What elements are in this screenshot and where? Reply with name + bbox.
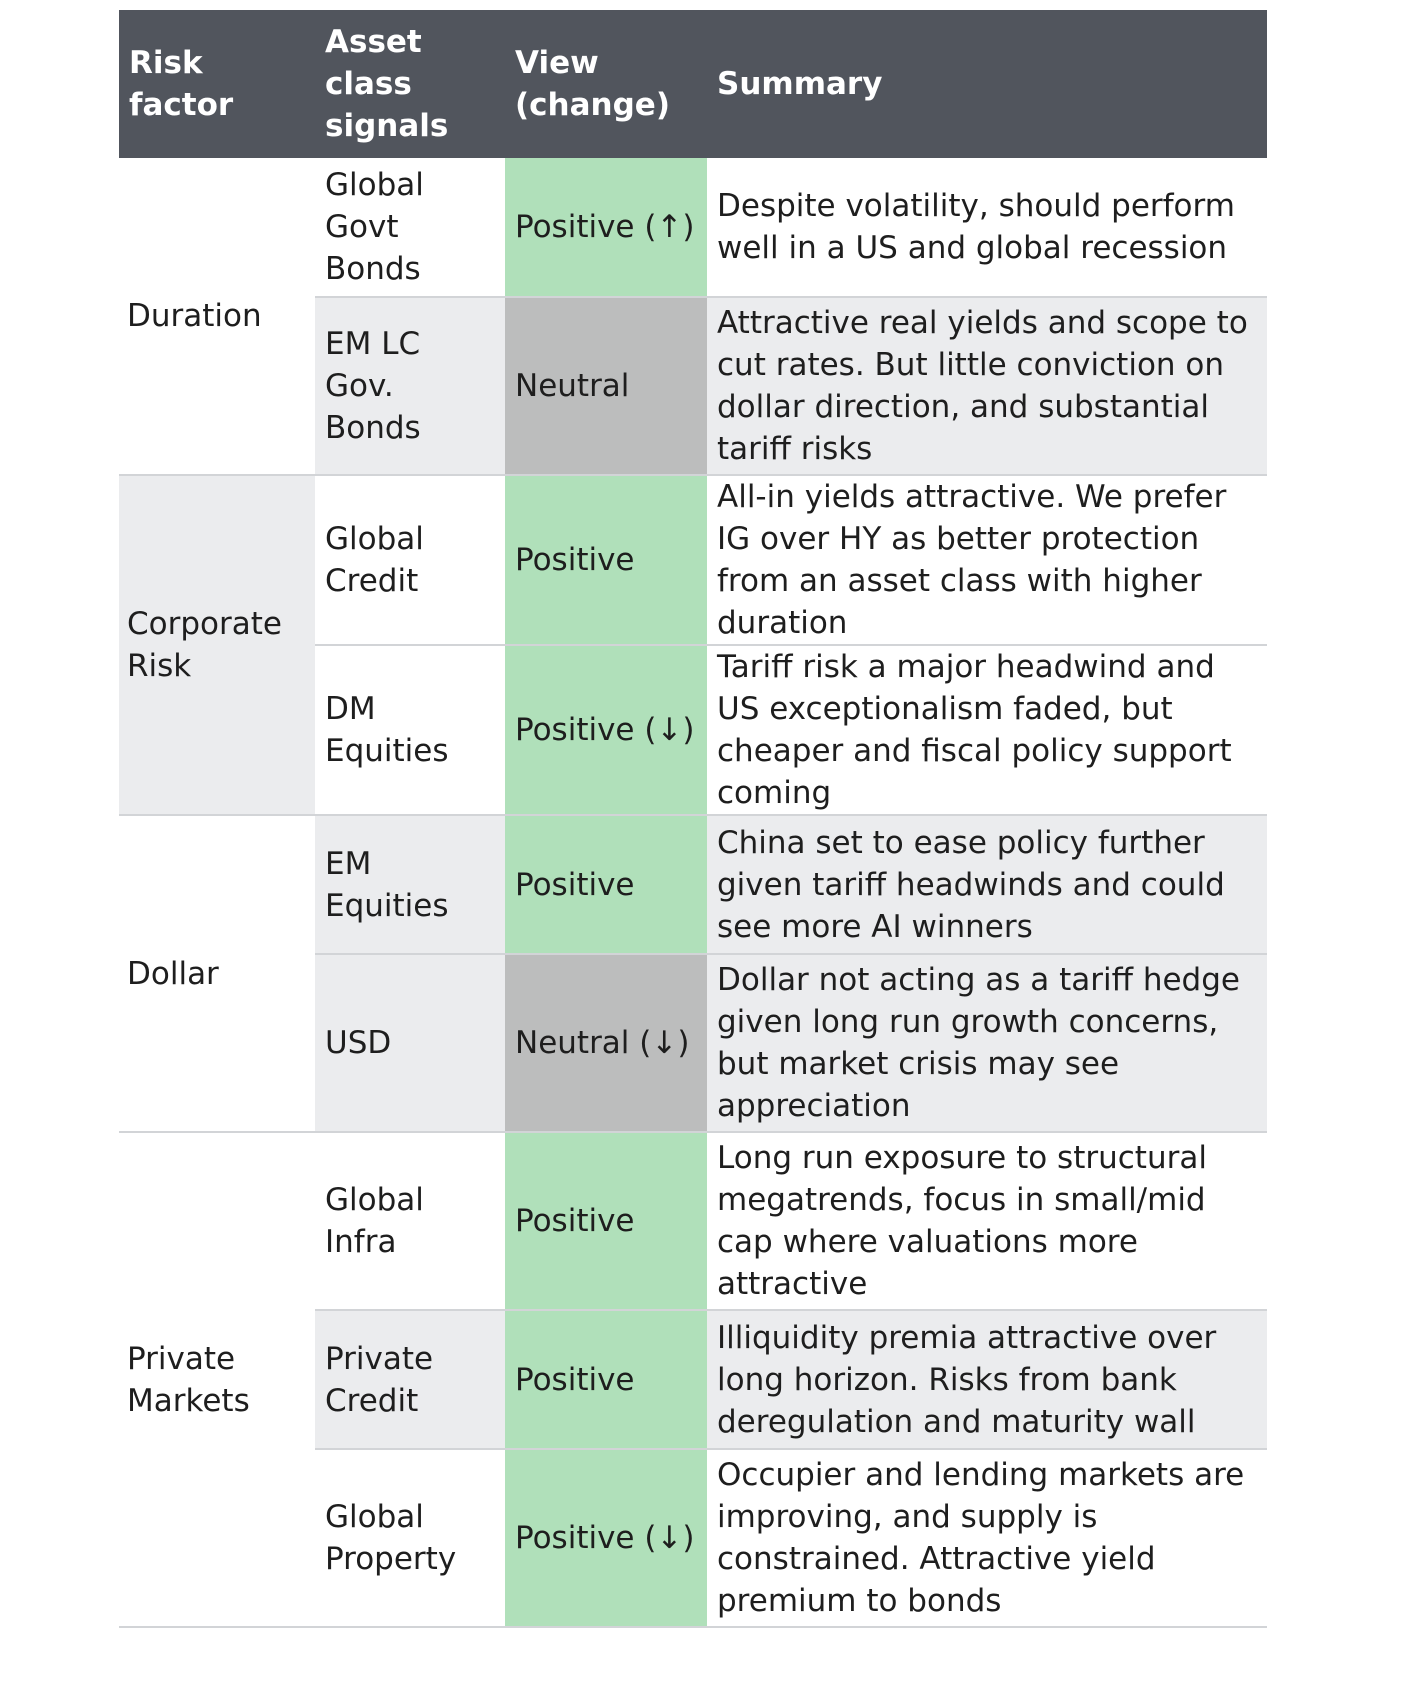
signal-cell: DM Equities — [315, 645, 505, 815]
header-risk-factor: Risk factor — [129, 45, 234, 123]
summary-cell: Long run exposure to structural megatrends, focus in small/mid cap where valuations more attractive — [707, 1132, 1267, 1310]
view-cell: Positive (↓) — [505, 645, 707, 815]
view-cell: Neutral — [505, 297, 707, 475]
signal-cell: Private Credit — [315, 1310, 505, 1449]
table-body — [119, 158, 1267, 1627]
header-summary: Summary — [717, 66, 883, 102]
summary-cell: Despite volatility, should perform well in a US and global recession — [707, 158, 1267, 297]
table-row — [119, 815, 1267, 954]
view-cell: Positive — [505, 815, 707, 954]
summary-cell: Attractive real yields and scope to cut rates. But little conviction on dollar direction, and substantial tariff risks — [707, 297, 1267, 475]
table-row — [119, 475, 1267, 645]
signal-cell: EM Equities — [315, 815, 505, 954]
risk-factor-cell: Dollar — [119, 815, 315, 1132]
signal-cell: Global Property — [315, 1449, 505, 1627]
summary-cell: Tariff risk a major headwind and US exceptionalism faded, but cheaper and fiscal policy support coming — [707, 645, 1267, 815]
table-header — [119, 10, 1267, 158]
summary-cell: Illiquidity premia attractive over long horizon. Risks from bank deregulation and maturity wall — [707, 1310, 1267, 1449]
summary-cell: Occupier and lending markets are improving, and supply is constrained. Attractive yield premium to bonds — [707, 1449, 1267, 1627]
asset-class-views-table — [119, 10, 1267, 1628]
summary-cell: All-in yields attractive. We prefer IG over HY as better protection from an asset class with higher duration — [707, 475, 1267, 645]
header-row — [119, 10, 1267, 158]
view-cell: Neutral (↓) — [505, 954, 707, 1132]
table-row — [119, 1132, 1267, 1310]
signal-cell: Global Credit — [315, 475, 505, 645]
view-cell: Positive — [505, 1310, 707, 1449]
view-cell: Positive — [505, 1132, 707, 1310]
risk-factor-cell: Duration — [119, 158, 315, 475]
signal-cell: Global Infra — [315, 1132, 505, 1310]
signal-cell: Global Govt Bonds — [315, 158, 505, 297]
summary-cell: Dollar not acting as a tariff hedge given long run growth concerns, but market crisis may see appreciation — [707, 954, 1267, 1132]
header-asset-class-signals: Asset class signals — [325, 24, 449, 144]
view-cell: Positive (↑) — [505, 158, 707, 297]
table-row — [119, 158, 1267, 297]
signal-cell: EM LC Gov. Bonds — [315, 297, 505, 475]
header-view-change: View (change) — [515, 45, 670, 123]
view-cell: Positive (↓) — [505, 1449, 707, 1627]
risk-factor-cell: Private Markets — [119, 1132, 315, 1627]
view-cell: Positive — [505, 475, 707, 645]
summary-cell: China set to ease policy further given tariff headwinds and could see more AI winners — [707, 815, 1267, 954]
signal-cell: USD — [315, 954, 505, 1132]
risk-factor-cell: Corporate Risk — [119, 475, 315, 815]
